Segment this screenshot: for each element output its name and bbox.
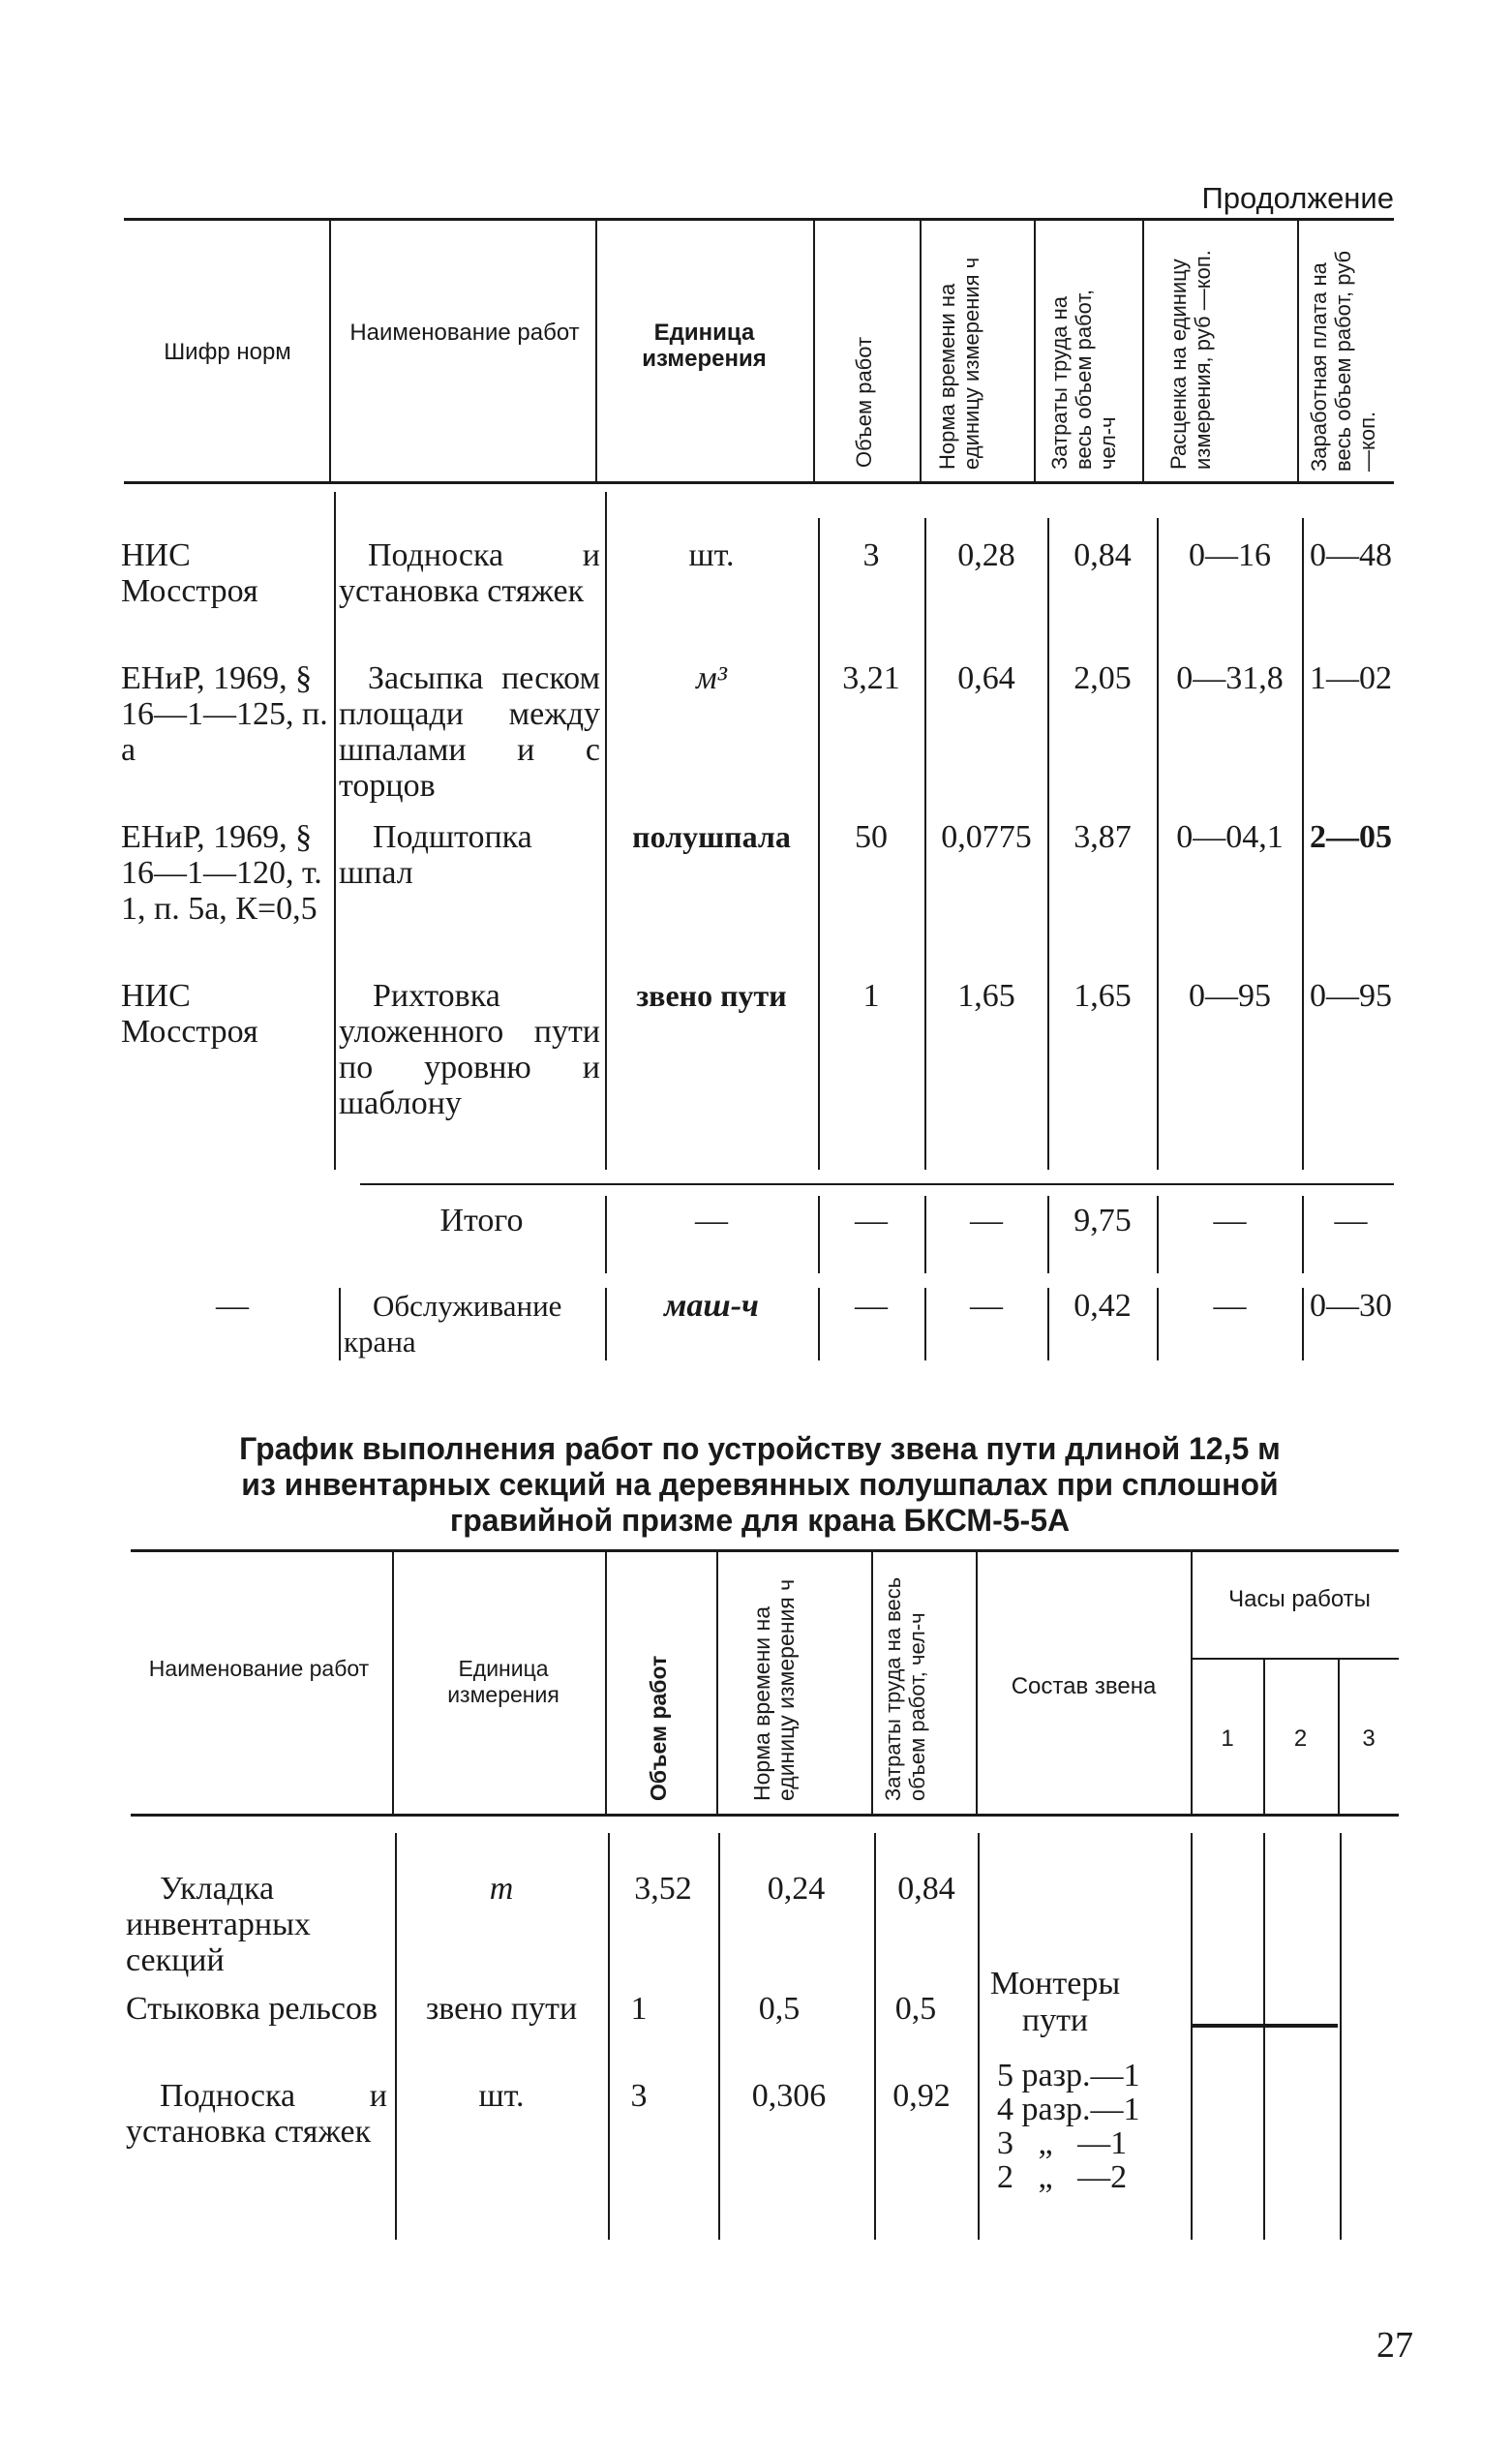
schedule-header-name: Наименование работ — [148, 1656, 370, 1681]
schedule-top-rule — [131, 1549, 1399, 1552]
schedule-row-3-name: Подноска и установка стяжек — [126, 2078, 387, 2150]
row-3-wage: 2—05 — [1310, 819, 1392, 855]
row-4-time-norm: 1,65 — [957, 978, 1015, 1014]
crane-rate: — — [1213, 1288, 1247, 1324]
schedule-row-1-unit: т — [489, 1871, 514, 1907]
header-wage: Заработная плата на весь объем работ, руб —коп. — [1307, 250, 1379, 472]
crane-unit: маш-ч — [664, 1288, 759, 1324]
schedule-title-line-1: График выполнения работ по устройству звена пути длиной 12,5 м — [239, 1431, 1281, 1466]
row-2-unit: м³ — [696, 660, 727, 696]
row-4-name: Рихтовка уложенного пути по уровню и шаблону — [339, 978, 600, 1121]
crew-line-3: 3 „ —1 — [997, 2125, 1128, 2161]
header-name: Наименование работ — [349, 320, 580, 346]
row-3-name: Подштопка шпал — [339, 819, 532, 891]
schedule-row-2-volume: 1 — [630, 1991, 648, 2027]
row-2-name: Засыпка песком площади между шпалами и с торцов — [339, 660, 600, 804]
total-unit: — — [695, 1203, 728, 1238]
crew-title: Монтеры пути — [989, 1966, 1121, 2038]
schedule-row-3-unit: шт. — [478, 2078, 525, 2114]
row-4-code: НИС Мосстроя — [121, 978, 258, 1050]
schedule-row-2-name: Стыковка рельсов — [126, 1991, 378, 2027]
crew-line-1: 5 разр.—1 — [997, 2058, 1140, 2093]
header-time-norm: Норма времени на единицу измерения ч — [935, 257, 983, 470]
row-2-labor-cost: 2,05 — [1074, 660, 1132, 696]
continuation-label: Продолжение — [1201, 181, 1394, 215]
total-wage: — — [1334, 1203, 1368, 1238]
schedule-header-bottom-rule — [131, 1814, 1399, 1817]
row-3-time-norm: 0,0775 — [941, 819, 1032, 855]
row-2-wage: 1—02 — [1310, 660, 1392, 696]
header-volume: Объем работ — [852, 336, 876, 468]
schedule-row-1-name: Укладка инвентарных секций — [126, 1871, 311, 1978]
total-label: Итого — [439, 1203, 524, 1238]
row-1-time-norm: 0,28 — [957, 537, 1015, 573]
hour-col-1: 1 — [1221, 1726, 1234, 1752]
schedule-header-unit: Единица измерения — [447, 1656, 559, 1707]
row-3-volume: 50 — [855, 819, 888, 855]
schedule-header-volume: Объем работ — [646, 1655, 671, 1801]
hour-col-3: 3 — [1362, 1726, 1376, 1752]
schedule-row-3-labor-cost: 0,92 — [892, 2078, 951, 2114]
row-3-code: ЕНиР, 1969, § 16—1—120, т. 1, п. 5а, К=0,5 — [121, 819, 322, 927]
schedule-header-hours: Часы работы — [1228, 1586, 1371, 1612]
total-labor-cost: 9,75 — [1074, 1203, 1132, 1238]
crane-volume: — — [855, 1288, 888, 1324]
row-1-unit: шт. — [688, 537, 735, 573]
total-rule — [360, 1183, 1394, 1185]
page-number: 27 — [1376, 2325, 1413, 2366]
row-1-volume: 3 — [862, 537, 880, 573]
header-labor-cost: Затраты труда на весь объем работ, чел-ч — [1047, 289, 1120, 470]
row-1-rate: 0—16 — [1189, 537, 1271, 573]
row-2-rate: 0—31,8 — [1176, 660, 1284, 696]
crane-time-norm: — — [970, 1288, 1003, 1324]
row-4-unit: звено пути — [636, 978, 787, 1013]
gantt-bar — [1193, 2024, 1338, 2028]
total-rate: — — [1213, 1203, 1247, 1238]
row-2-time-norm: 0,64 — [957, 660, 1015, 696]
schedule-row-3-time-norm: 0,306 — [751, 2078, 827, 2114]
row-4-wage: 0—95 — [1310, 978, 1392, 1014]
row-3-rate: 0—04,1 — [1176, 819, 1284, 855]
row-4-volume: 1 — [862, 978, 880, 1014]
hour-col-2: 2 — [1293, 1726, 1308, 1752]
crane-name: Обслуживание крана — [344, 1289, 562, 1359]
schedule-row-2-time-norm: 0,5 — [758, 1991, 801, 2027]
total-time-norm: — — [970, 1203, 1003, 1238]
crane-wage: 0—30 — [1310, 1288, 1392, 1324]
row-1-labor-cost: 0,84 — [1074, 537, 1132, 573]
schedule-header-labor-cost: Затраты труда на весь объем работ, чел-ч — [881, 1576, 929, 1801]
row-3-labor-cost: 3,87 — [1074, 819, 1132, 855]
row-4-rate: 0—95 — [1189, 978, 1271, 1014]
header-rate: Расценка на единицу измерения, руб —коп. — [1166, 250, 1215, 470]
schedule-header-time-norm: Норма времени на единицу измерения ч — [749, 1578, 799, 1801]
hours-header-rule — [1193, 1658, 1399, 1660]
crane-code: — — [216, 1288, 249, 1324]
row-3-unit: полушпала — [632, 819, 791, 854]
crew-line-2: 4 разр.—1 — [997, 2092, 1140, 2127]
crew-line-4: 2 „ —2 — [997, 2159, 1128, 2195]
schedule-title-line-3: гравийной призме для крана БКСМ-5-5А — [449, 1503, 1071, 1538]
row-1-wage: 0—48 — [1310, 537, 1392, 573]
schedule-row-2-labor-cost: 0,5 — [894, 1991, 937, 2027]
total-volume: — — [855, 1203, 888, 1238]
row-2-volume: 3,21 — [842, 660, 900, 696]
header-unit: Единица измерения — [642, 320, 767, 372]
table-1-header-bottom-rule — [124, 481, 1394, 484]
schedule-title-line-2: из инвентарных секций на деревянных полушпалах при сплошной — [241, 1467, 1279, 1502]
row-1-name: Подноска и установка стяжек — [339, 537, 600, 609]
row-4-labor-cost: 1,65 — [1074, 978, 1132, 1014]
schedule-row-1-time-norm: 0,24 — [767, 1871, 826, 1907]
row-2-code: ЕНиР, 1969, § 16—1—125, п. а — [121, 660, 328, 768]
schedule-header-crew: Состав звена — [1011, 1673, 1157, 1699]
crane-labor-cost: 0,42 — [1074, 1288, 1132, 1324]
schedule-row-1-labor-cost: 0,84 — [897, 1871, 955, 1907]
schedule-row-2-unit: звено пути — [425, 1991, 578, 2027]
schedule-row-3-volume: 3 — [630, 2078, 648, 2114]
header-code: Шифр норм — [164, 339, 291, 365]
row-1-code: НИС Мосстроя — [121, 537, 258, 609]
table-1-top-rule — [124, 218, 1394, 221]
schedule-row-1-volume: 3,52 — [634, 1871, 692, 1907]
